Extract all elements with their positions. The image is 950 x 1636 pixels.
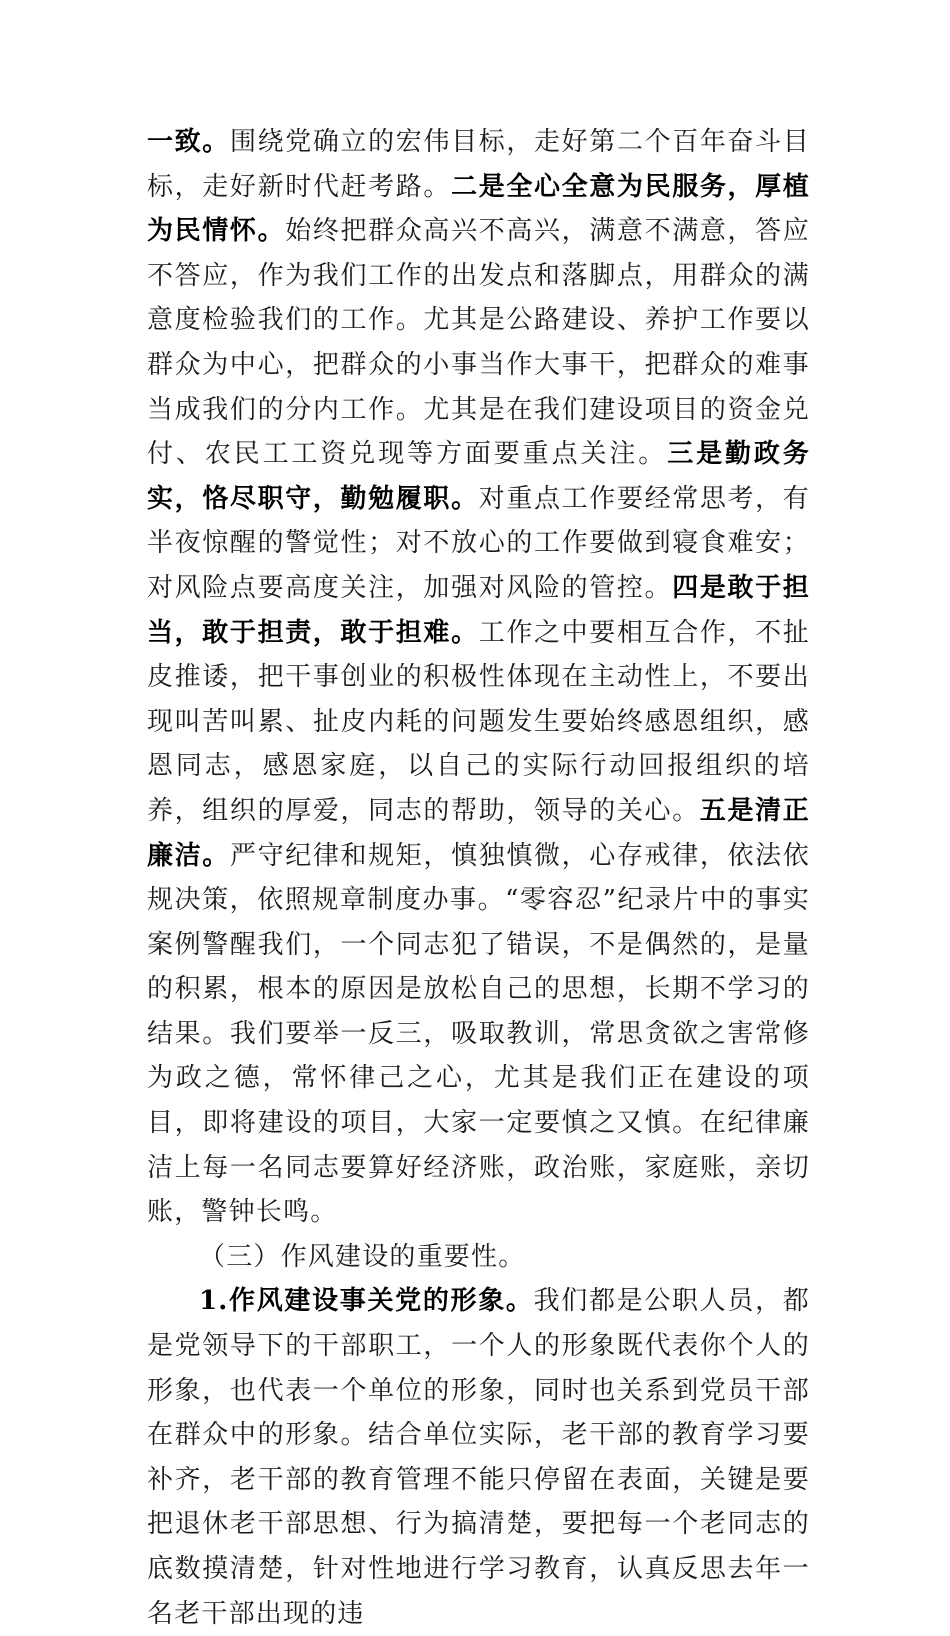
text-run: 工作之中要相互合作，不扯皮推诿，把干事创业的积极性体现在主动性上，不要出现叫苦叫累、扯皮内耗的问题发生要始终感恩组织，感恩同志，感恩家庭，以自己的实际行动回报组织的培养，组织的厚爱，同志的帮助，领导的关心。 [147,617,810,826]
document-body [147,120,810,1636]
bold-heading-point-four: 四是敢于担当，敢于担责，敢于担难。 [147,572,810,648]
text-run: 严守纪律和规矩，慎独慎微，心存戒律，依法依规决策，依照规章制度办事。“零容忍”纪录片中的事实案例警醒我们，一个同志犯了错误，不是偶然的，是量的积累，根本的原因是放松自己的思想，长期不学习的结果。我们要举一反三，吸取教训，常思贪欲之害常修为政之德，常怀律己之心，尤其是我们正在建设的项目，即将建设的项目，大家一定要慎之又慎。在纪律廉洁上每一名同志要算好经济账，政治账，家庭账，亲切账，警钟长鸣。 [147,840,810,1228]
bold-run: 一致。 [147,127,230,157]
text-run: 围绕党确立的宏伟目标，走好第二个百年奋斗目标，走好新时代赶考路。 [147,127,810,202]
paragraph-style-importance [147,1279,810,1636]
bold-heading-item-one: 1.作风建设事关党的形象。 [199,1286,534,1317]
text-run: 对重点工作要经常思考，有半夜惊醒的警觉性；对不放心的工作要做到寝食难安；对风险点要高度关注，加强对风险的管控。 [147,483,810,603]
text-run: 我们都是公职人员，都是党领导下的干部职工，一个人的形象既代表你个人的形象，也代表一个单位的形象，同时也关系到党员干部在群众中的形象。结合单位实际，老干部的教育学习要补齐，老干部的教育管理不能只停留在表面，关键是要把退休老干部思想、行为搞清楚，要把每一个老同志的底数摸清楚，针对性地进行学习教育，认真反思去年一名老干部出现的违 [147,1286,810,1629]
bold-heading-point-three: 三是勤政务实，恪尽职守，勤勉履职。 [147,439,810,514]
section-heading: （三）作风建设的重要性。 [199,1241,526,1272]
bold-heading-point-two: 二是全心全意为民服务，厚植为民情怀。 [147,171,810,247]
paragraph-discipline-points [147,120,810,1235]
bold-heading-point-five: 五是清正廉洁。 [147,795,810,871]
text-run: 始终把群众高兴不高兴，满意不满意，答应不答应，作为我们工作的出发点和落脚点，用群众的满意度检验我们的工作。尤其是公路建设、养护工作要以群众为中心，把群众的小事当作大事干，把群众的难事当成我们的分内工作。尤其是在我们建设项目的资金兑付、农民工工资兑现等方面要重点关注。 [147,216,810,470]
